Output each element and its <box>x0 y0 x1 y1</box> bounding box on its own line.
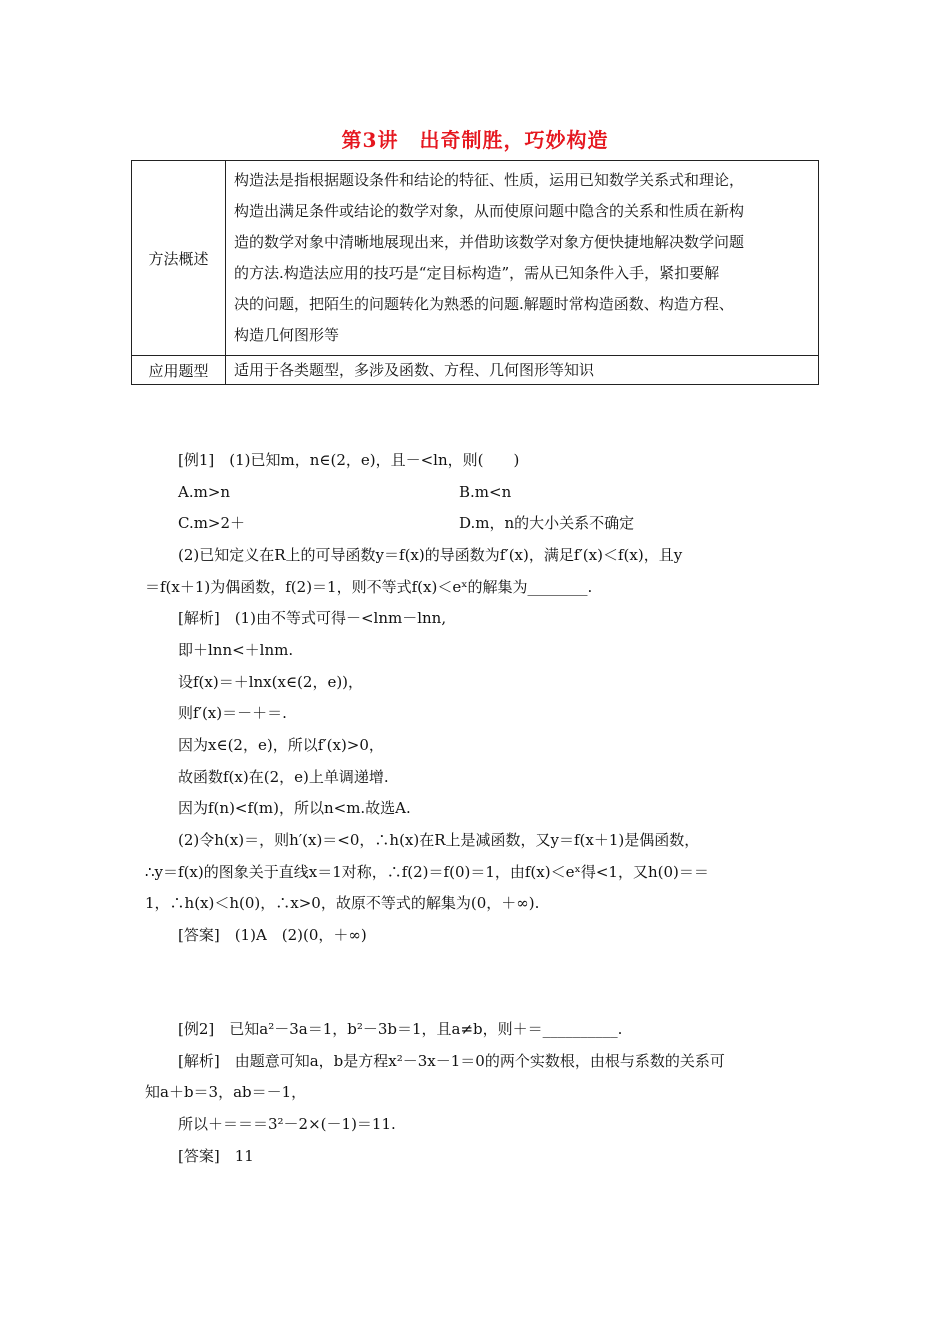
text-line: 构造出满足条件或结论的数学对象，从而使原问题中隐含的关系和性质在新构 <box>234 202 745 220</box>
row-label-method-overview: 方法概述 <box>132 161 226 356</box>
page-title: 第3讲 出奇制胜，巧妙构造 <box>341 128 609 152</box>
analysis-line: 故函数f(x)在(2，e)上单调递增. <box>178 768 389 786</box>
option-c: C.m>2＋ <box>178 514 246 532</box>
example1-question-2-line2: ＝f(x＋1)为偶函数，f(2)＝1，则不等式f(x)＜eˣ的解集为________. <box>145 578 593 596</box>
method-summary-table <box>131 160 819 385</box>
analysis-line: [解析] (1)由不等式可得－<lnm－lnn, <box>178 609 447 627</box>
text-line: 的方法.构造法应用的技巧是“定目标构造”，需从已知条件入手，紧扣要解 <box>234 264 720 282</box>
table-row <box>132 356 819 385</box>
option-a: A.m>n <box>178 483 231 501</box>
analysis-line: 即＋lnn<＋lnm. <box>178 641 294 659</box>
text-line: 造的数学对象中清晰地展现出来，并借助该数学对象方便快捷地解决数学问题 <box>234 233 745 251</box>
part2-line3: 1，∴h(x)＜h(0)，∴x>0，故原不等式的解集为(0，＋∞). <box>145 894 540 912</box>
row-content-application <box>226 356 819 385</box>
example2-answer: [答案] 11 <box>178 1147 254 1165</box>
row-content-method-overview <box>226 161 819 356</box>
analysis-line: 设f(x)＝＋lnx(x∈(2，e))， <box>178 673 364 691</box>
text-line: 构造法是指根据题设条件和结论的特征、性质，运用已知数学关系式和理论， <box>234 171 745 189</box>
option-d: D.m，n的大小关系不确定 <box>459 514 635 532</box>
text-line: 决的问题，把陌生的问题转化为熟悉的问题.解题时常构造函数、构造方程、 <box>234 295 734 313</box>
part2-line1: (2)令h(x)＝，则h′(x)＝<0，∴h(x)在R上是减函数，又y＝f(x＋1)是偶函数， <box>178 831 700 849</box>
part2-line2: ∴y＝f(x)的图象关于直线x＝1对称，∴f(2)＝f(0)＝1，由f(x)＜eˣ得<1，又h(0)＝＝ <box>145 863 709 881</box>
analysis-line: 因为f(n)<f(m)，所以n<m.故选A. <box>178 799 411 817</box>
table-row <box>132 161 819 356</box>
example1-question-2-line1: (2)已知定义在R上的可导函数y＝f(x)的导函数为f′(x)，满足f′(x)＜f(x)，且y <box>178 546 683 564</box>
text-line: 构造几何图形等 <box>234 326 340 344</box>
example2-question: [例2] 已知a²－3a＝1，b²－3b＝1，且a≠b，则＋＝__________. <box>178 1020 623 1038</box>
example2-analysis-line2: 知a＋b＝3，ab＝－1， <box>145 1083 307 1101</box>
text-line: 适用于各类题型，多涉及函数、方程、几何图形等知识 <box>234 361 595 379</box>
example1-question-1: [例1] (1)已知m，n∈(2，e)，且－<ln，则( ) <box>178 451 520 469</box>
example2-analysis-line1: [解析] 由题意可知a，b是方程x²－3x－1＝0的两个实数根，由根与系数的关系可 <box>178 1052 725 1070</box>
analysis-line: 因为x∈(2，e)，所以f′(x)>0， <box>178 736 384 754</box>
analysis-line: 则f′(x)＝－＋＝. <box>178 704 287 722</box>
row-label-application: 应用题型 <box>132 356 226 385</box>
example2-analysis-line3: 所以＋＝＝＝3²－2×(－1)＝11. <box>178 1115 396 1133</box>
example1-answer: [答案] (1)A (2)(0，＋∞) <box>178 926 367 944</box>
option-b: B.m<n <box>459 483 512 501</box>
